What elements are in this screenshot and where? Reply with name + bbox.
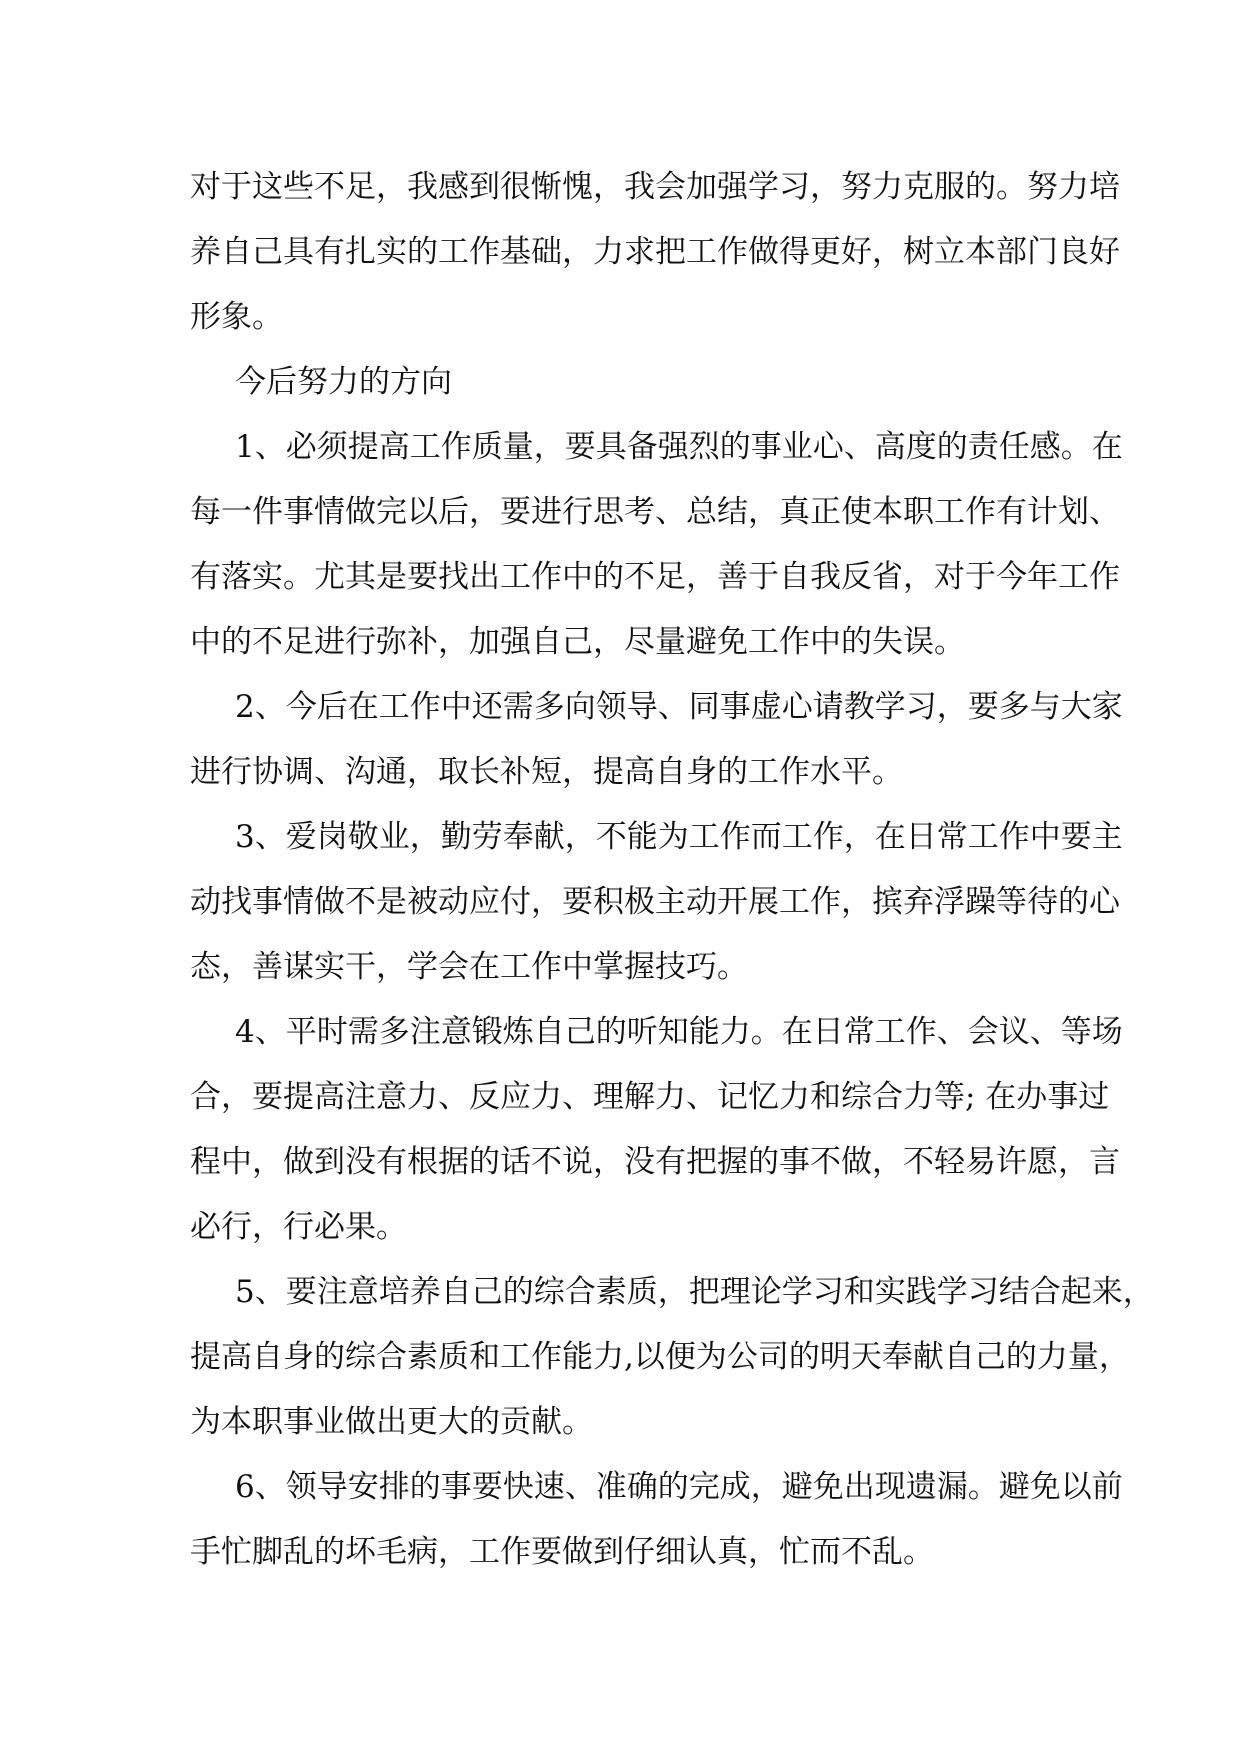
text-line: 态，善谋实干，学会在工作中掌握技巧。: [190, 949, 748, 985]
text-line: 2、今后在工作中还需多向领导、同事虚心请教学习，要多与大家: [235, 689, 1123, 725]
text-line: 中的不足进行弥补，加强自己，尽量避免工作中的失误。: [190, 624, 965, 660]
text-line: 6、领导安排的事要快速、准确的完成，避免出现遗漏。避免以前: [235, 1469, 1123, 1505]
document-body: [190, 155, 1154, 1585]
text-line: 有落实。尤其是要找出工作中的不足，善于自我反省，对于今年工作: [190, 559, 1120, 595]
text-line: 3、爱岗敬业，勤劳奉献，不能为工作而工作，在日常工作中要主: [235, 819, 1123, 855]
text-line: 手忙脚乱的坏毛病，工作要做到仔细认真，忙而不乱。: [190, 1534, 934, 1570]
text-line: 为本职事业做出更大的贡献。: [190, 1404, 593, 1440]
text-line: 1、必须提高工作质量，要具备强烈的事业心、高度的责任感。在: [235, 429, 1123, 465]
text-line: 对于这些不足，我感到很惭愧，我会加强学习，努力克服的。努力培: [190, 169, 1120, 205]
text-line: 养自己具有扎实的工作基础，力求把工作做得更好，树立本部门良好: [190, 234, 1120, 270]
text-line: 动找事情做不是被动应付，要积极主动开展工作，摈弃浮躁等待的心: [190, 884, 1120, 920]
section-heading: 今后努力的方向: [235, 364, 452, 400]
text-line: 形象。: [190, 299, 283, 335]
text-line: 每一件事情做完以后，要进行思考、总结，真正使本职工作有计划、: [190, 494, 1120, 530]
text-line: 必行，行必果。: [190, 1209, 407, 1245]
text-line: 提高自身的综合素质和工作能力,以便为公司的明天奉献自己的力量，: [190, 1339, 1130, 1375]
text-line: 进行协调、沟通，取长补短，提高自身的工作水平。: [190, 754, 903, 790]
text-line: 5、要注意培养自己的综合素质，把理论学习和实践学习结合起来，: [235, 1274, 1154, 1310]
text-line: 合，要提高注意力、反应力、理解力、记忆力和综合力等; 在办事过: [190, 1079, 1110, 1115]
text-line: 程中，做到没有根据的话不说，没有把握的事不做，不轻易许愿，言: [190, 1144, 1120, 1180]
text-line: 4、平时需多注意锻炼自己的听知能力。在日常工作、会议、等场: [235, 1014, 1123, 1050]
